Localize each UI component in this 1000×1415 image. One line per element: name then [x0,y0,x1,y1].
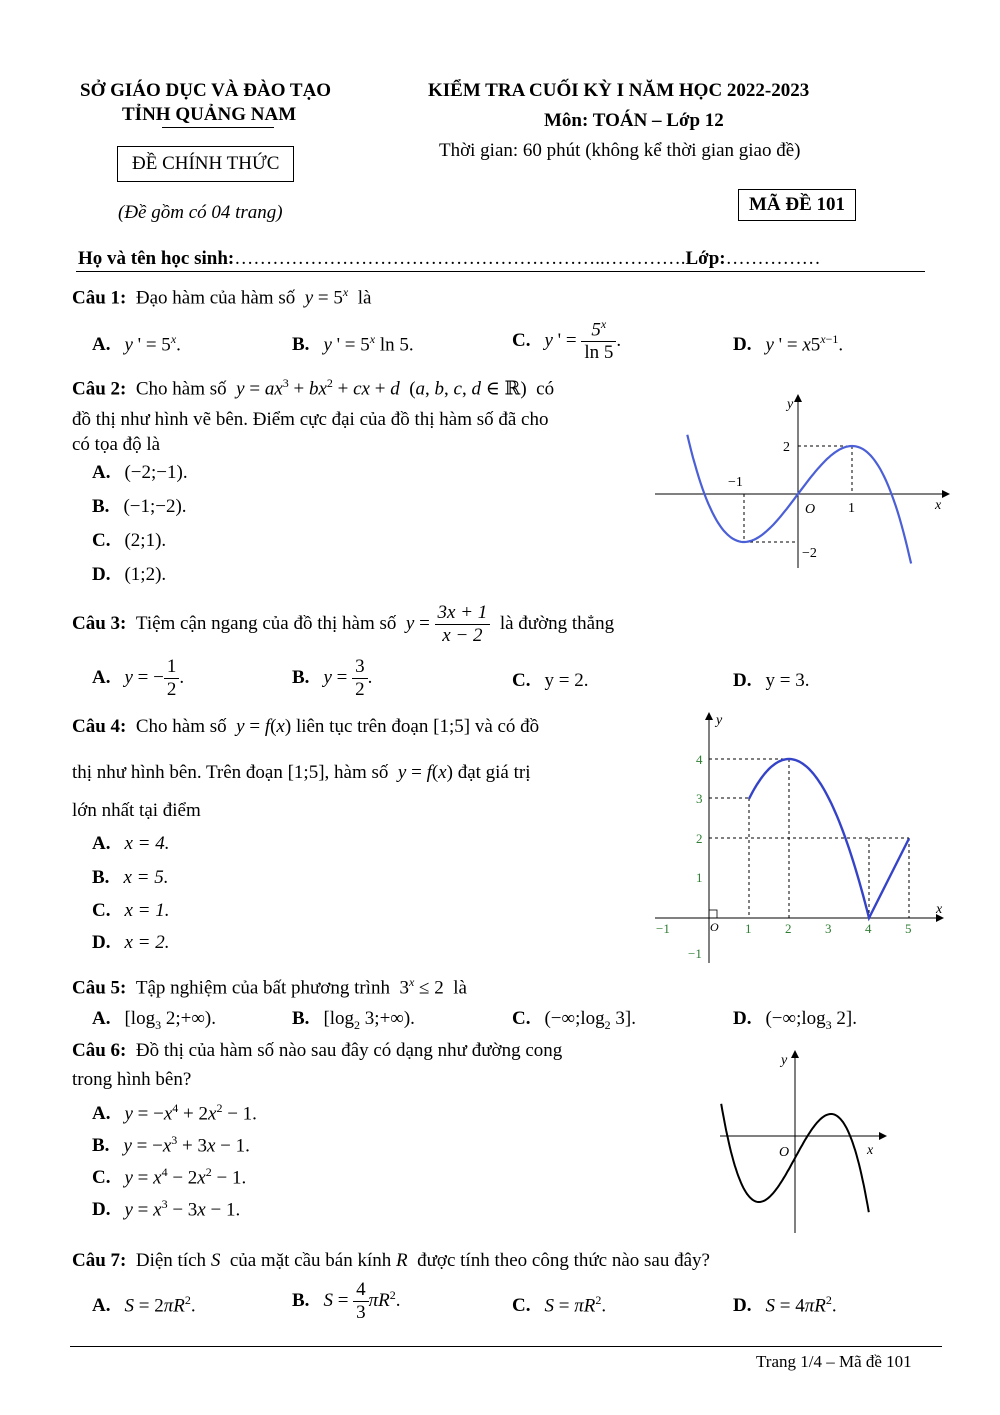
q4-ytick-2: 2 [696,831,703,846]
exam-code: MÃ ĐỀ 101 [738,189,856,221]
q1-option-d[interactable]: D. y ' = $x5^{x-1}$. [733,332,844,356]
q4-guides [709,759,909,918]
q7-option-a[interactable]: A. $S = 2\pi R^2$. [92,1293,196,1317]
q2-tick-neg2: −2 [802,546,817,561]
official-badge: ĐỀ CHÍNH THỨC [117,146,294,182]
dept-line-2: TỈNH QUẢNG NAM [122,104,297,125]
q7-option-b[interactable]: B. S = $\frac{4}{3}$ $\pi R^2$. [292,1279,401,1323]
q2-option-d[interactable]: D. (1;2). [92,564,167,585]
q6-option-b[interactable]: B. $y = -x^3 + 3x - 1$. [92,1133,250,1157]
duration: Thời gian: 60 phút (không kể thời gian giao đề) [439,140,801,161]
q6-origin-label: O [779,1145,790,1160]
subject: Môn: TOÁN – Lớp 12 [544,110,724,131]
q6-option-c[interactable]: C. $y = x^4 - 2x^2 - 1$. [92,1165,247,1189]
q2-line-2: đồ thị như hình vẽ bên. Điểm cực đại của đồ thị hàm số đã cho [72,409,549,430]
question-3: Câu 3: Tiệm cận ngang của đồ thị hàm số y = $\frac{3x + 1}{x - 2}$ là đường thẳng [72,602,615,646]
q1-label: Câu 1: [72,287,127,309]
q3-option-b[interactable]: B. y = $\frac{3}{2}$ . [292,656,373,700]
q2-x-label: x [935,498,942,513]
q3-option-c[interactable]: C. y = 2. [512,670,589,691]
q4-xtick-3: 3 [825,921,832,936]
q4-option-c[interactable]: C. x = 1. [92,900,170,921]
q4-xtick-1: 1 [745,921,752,936]
q2-option-a[interactable]: A. (−2;−1). [92,462,188,483]
q7-option-c[interactable]: C. $S = \pi R^2$. [512,1293,607,1317]
q6-line-2: trong hình bên? [72,1069,192,1090]
q5-option-b[interactable]: B. [$\log_2$ 3;+∞). [292,1008,415,1032]
q5-option-d[interactable]: D. ($-\infty;\log_3$ 2]. [733,1008,857,1032]
q5-option-c[interactable]: C. ($-\infty;\log_2$ 3]. [512,1008,636,1032]
exam-title: KIỂM TRA CUỐI KỲ I NĂM HỌC 2022-2023 [428,80,810,101]
q2-option-c[interactable]: C. (2;1). [92,530,167,551]
q4-xtick-4: 4 [865,921,872,936]
q3-option-d[interactable]: D. y = 3. [733,670,810,691]
q1-option-c[interactable]: C. y ' = $\frac{5^x}{\ln 5}$ . [512,317,622,364]
q2-tick-neg1: −1 [728,475,743,490]
q2-curve [687,435,911,564]
q4-origin-box [709,910,717,918]
student-line [78,248,821,270]
q4-option-b[interactable]: B. x = 5. [92,867,169,888]
q5-option-a[interactable]: A. [$\log_3$ 2;+∞). [92,1008,216,1032]
question-1: Câu 1: Đạo hàm của hàm số $y = 5^x$ là [72,285,372,309]
class-dots: …………… [725,248,821,269]
q2-option-b[interactable]: B. (−1;−2). [92,496,187,517]
question-7: Câu 7: Diện tích S của mặt cầu bán kính R được tính theo công thức nào sau đây? [72,1250,710,1271]
q4-line-3: lớn nhất tại điểm [72,800,201,821]
question-4: Câu 4: Cho hàm số y = f(x) liên tục trên đoạn [1;5] và có đồ [72,716,540,737]
q4-xtick-5: 5 [905,921,912,936]
footer-rule [70,1346,942,1347]
q4-option-a[interactable]: A. x = 4. [92,833,170,854]
name-label: Họ và tên học sinh: [78,248,235,269]
q2-y-label: y [787,397,794,412]
question-2: Câu 2: Cho hàm số $y = ax^3 + bx^2$ + cx + d (a, b, c, d ∈ ℝ) có [72,376,555,400]
q1-text: Đạo hàm của hàm số [135,287,296,309]
q2-graph [650,390,955,575]
q4-graph [650,708,950,970]
q2-line-3: có tọa độ là [72,434,161,455]
q1-option-b[interactable]: B. y ' = $5^x$ ln 5. [292,332,414,356]
q4-ytick-4: 4 [696,752,703,767]
q2-origin-label: O [805,502,816,517]
question-6: Câu 6: Đồ thị của hàm số nào sau đây có dạng như đường cong [72,1040,563,1061]
q6-y-label: y [781,1053,788,1068]
q6-option-d[interactable]: D. $y = x^3 - 3x - 1$. [92,1197,241,1221]
q1-tail: là [357,287,372,309]
q6-option-a[interactable]: A. $y = -x^4 + 2x^2 - 1$. [92,1101,257,1125]
q4-option-d[interactable]: D. x = 2. [92,932,170,953]
q4-ytick-1: 1 [696,870,703,885]
name-dots: …………………………………………………..…………. [234,248,686,269]
q4-xtick-neg1: −1 [656,921,670,936]
class-label: Lớp: [685,248,726,269]
q4-x-label: x [936,902,943,917]
q3-option-a[interactable]: A. y = − $\frac{1}{2}$ . [92,656,185,700]
footer-page: Trang 1/4 – Mã đề 101 [756,1352,912,1371]
q4-origin-label: O [710,920,719,934]
q6-graph [715,1048,890,1238]
student-line-rule [76,271,925,272]
q6-x-label: x [867,1143,874,1158]
q2-tick-1: 1 [848,501,855,516]
q4-xtick-2: 2 [785,921,792,936]
q4-line-2: thị như hình bên. Trên đoạn [1;5], hàm số y = f(x) đạt giá trị [72,762,531,783]
dept-line-1: SỞ GIÁO DỤC VÀ ĐÀO TẠO [80,80,332,101]
q4-ytick-neg1: −1 [688,946,702,961]
q4-ytick-3: 3 [696,791,703,806]
pages-note: (Đề gồm có 04 trang) [118,202,283,223]
q7-option-d[interactable]: D. $S = 4\pi R^2$. [733,1293,837,1317]
q4-y-label: y [716,713,723,728]
q1-option-a[interactable]: A. y ' = $5^x$. [92,332,181,356]
q2-tick-2: 2 [783,440,790,455]
question-5: Câu 5: Tập nghiệm của bất phương trình $3^x \le 2$ là [72,975,467,999]
dept-underline [162,127,274,128]
